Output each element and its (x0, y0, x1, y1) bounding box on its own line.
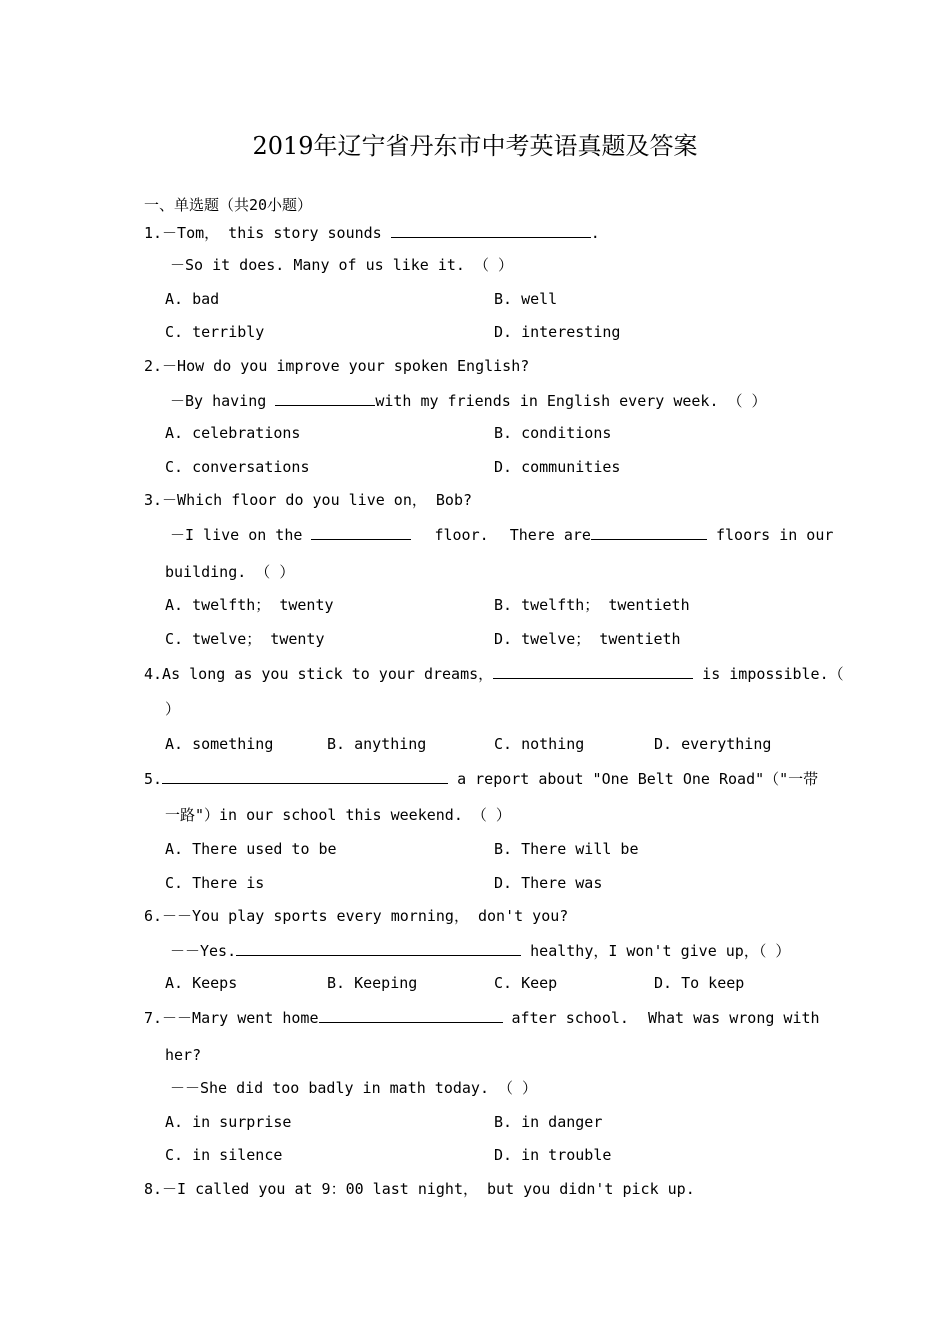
question-6-option-b: B. Keeping (327, 974, 418, 992)
question-3-option-c: C. twelve； twenty (165, 630, 325, 648)
question-4-stem (144, 663, 844, 684)
question-1-option-d: D. interesting (494, 323, 621, 341)
question-4-text-b: is impossible.（ (702, 665, 844, 683)
question-4-continuation: ） (165, 700, 181, 718)
question-2-option-c: C. conversations (165, 458, 310, 476)
question-6-stem: 6.－－You play sports every morning， don't you? (144, 907, 569, 925)
question-7-option-a: A. in surprise (165, 1113, 292, 1131)
answer-blank (311, 524, 411, 540)
answer-blank (591, 524, 707, 540)
question-6-option-d: D. To keep (654, 974, 745, 992)
question-4-option-a: A. something (165, 735, 274, 753)
answer-blank (493, 663, 693, 679)
question-2-text-a: －By having (170, 392, 267, 410)
question-2-option-b: B. conditions (494, 424, 612, 442)
question-3-option-a: A. twelfth； twenty (165, 596, 334, 614)
question-7-text-b: after school. (511, 1009, 629, 1027)
question-5-continuation: 一路"）in our school this weekend. （ ） (165, 806, 511, 824)
question-6-option-c: C. Keep (494, 974, 558, 992)
question-3-text-d: floors in our (716, 526, 834, 544)
question-1-option-a: A. bad (165, 290, 220, 308)
question-3-text-a: －I live on the (170, 526, 303, 544)
question-3-text-b: floor. (434, 526, 489, 544)
question-5-text-a: 5. (144, 770, 163, 788)
question-8-stem: 8.－I called you at 9：00 last night， but you didn't pick up. (144, 1180, 695, 1198)
question-5-option-b: B. There will be (494, 840, 639, 858)
question-6-option-a: A. Keeps (165, 974, 238, 992)
question-2-text-b: with my friends in English every week. （ ） (375, 392, 767, 410)
answer-blank (275, 390, 375, 406)
question-2-option-d: D. communities (494, 458, 621, 476)
question-3-option-b: B. twelfth； twentieth (494, 596, 690, 614)
question-1-text-b: . (590, 224, 600, 242)
question-7-option-b: B. in danger (494, 1113, 603, 1131)
question-4-option-d: D. everything (654, 735, 772, 753)
question-4-option-c: C. nothing (494, 735, 585, 753)
answer-blank (236, 940, 521, 956)
question-5-stem (144, 768, 818, 789)
question-3-stem: 3.－Which floor do you live on， Bob? (144, 491, 473, 509)
question-1-stem (144, 222, 600, 243)
question-3-continuation: building. （ ） (165, 563, 295, 581)
question-7-option-d: D. in trouble (494, 1146, 612, 1164)
page-title: 2019年辽宁省丹东市中考英语真题及答案 (252, 132, 698, 160)
answer-blank (319, 1007, 503, 1023)
question-1-option-b: B. well (494, 290, 558, 308)
question-1-response: －So it does. Many of us like it. （ ） (170, 256, 514, 274)
question-7-stem (144, 1007, 820, 1028)
question-2-stem: 2.－How do you improve your spoken English? (144, 357, 530, 375)
question-2-response (170, 390, 767, 411)
answer-blank (391, 222, 591, 238)
question-3-response (170, 524, 833, 545)
answer-blank (162, 768, 448, 784)
question-7-continuation: her? (165, 1046, 202, 1064)
question-6-response (170, 940, 790, 961)
question-5-option-c: C. There is (165, 874, 265, 892)
question-7-text-c: What was wrong with (647, 1009, 820, 1027)
question-7-text-a: 7.－－Mary went home (144, 1009, 319, 1027)
question-4-option-b: B. anything (327, 735, 427, 753)
question-3-text-c: There are (509, 526, 591, 544)
question-7-option-c: C. in silence (165, 1146, 283, 1164)
question-5-option-d: D. There was (494, 874, 603, 892)
question-1-text-a: 1.－Tom， this story sounds (144, 224, 382, 242)
question-4-text-a: 4.As long as you stick to your dreams， (144, 665, 494, 683)
question-6-text-b: healthy，I won't give up，（ ） (530, 942, 791, 960)
question-5-text-b: a report about "One Belt One Road"（"一带 (457, 770, 819, 788)
question-1-option-c: C. terribly (165, 323, 265, 341)
question-7-response: －－She did too badly in math today. （ ） (170, 1079, 538, 1097)
question-2-option-a: A. celebrations (165, 424, 301, 442)
question-6-text-a: －－Yes. (170, 942, 237, 960)
question-5-option-a: A. There used to be (165, 840, 337, 858)
section-heading: 一、单选题（共20小题） (144, 196, 313, 214)
question-3-option-d: D. twelve； twentieth (494, 630, 681, 648)
